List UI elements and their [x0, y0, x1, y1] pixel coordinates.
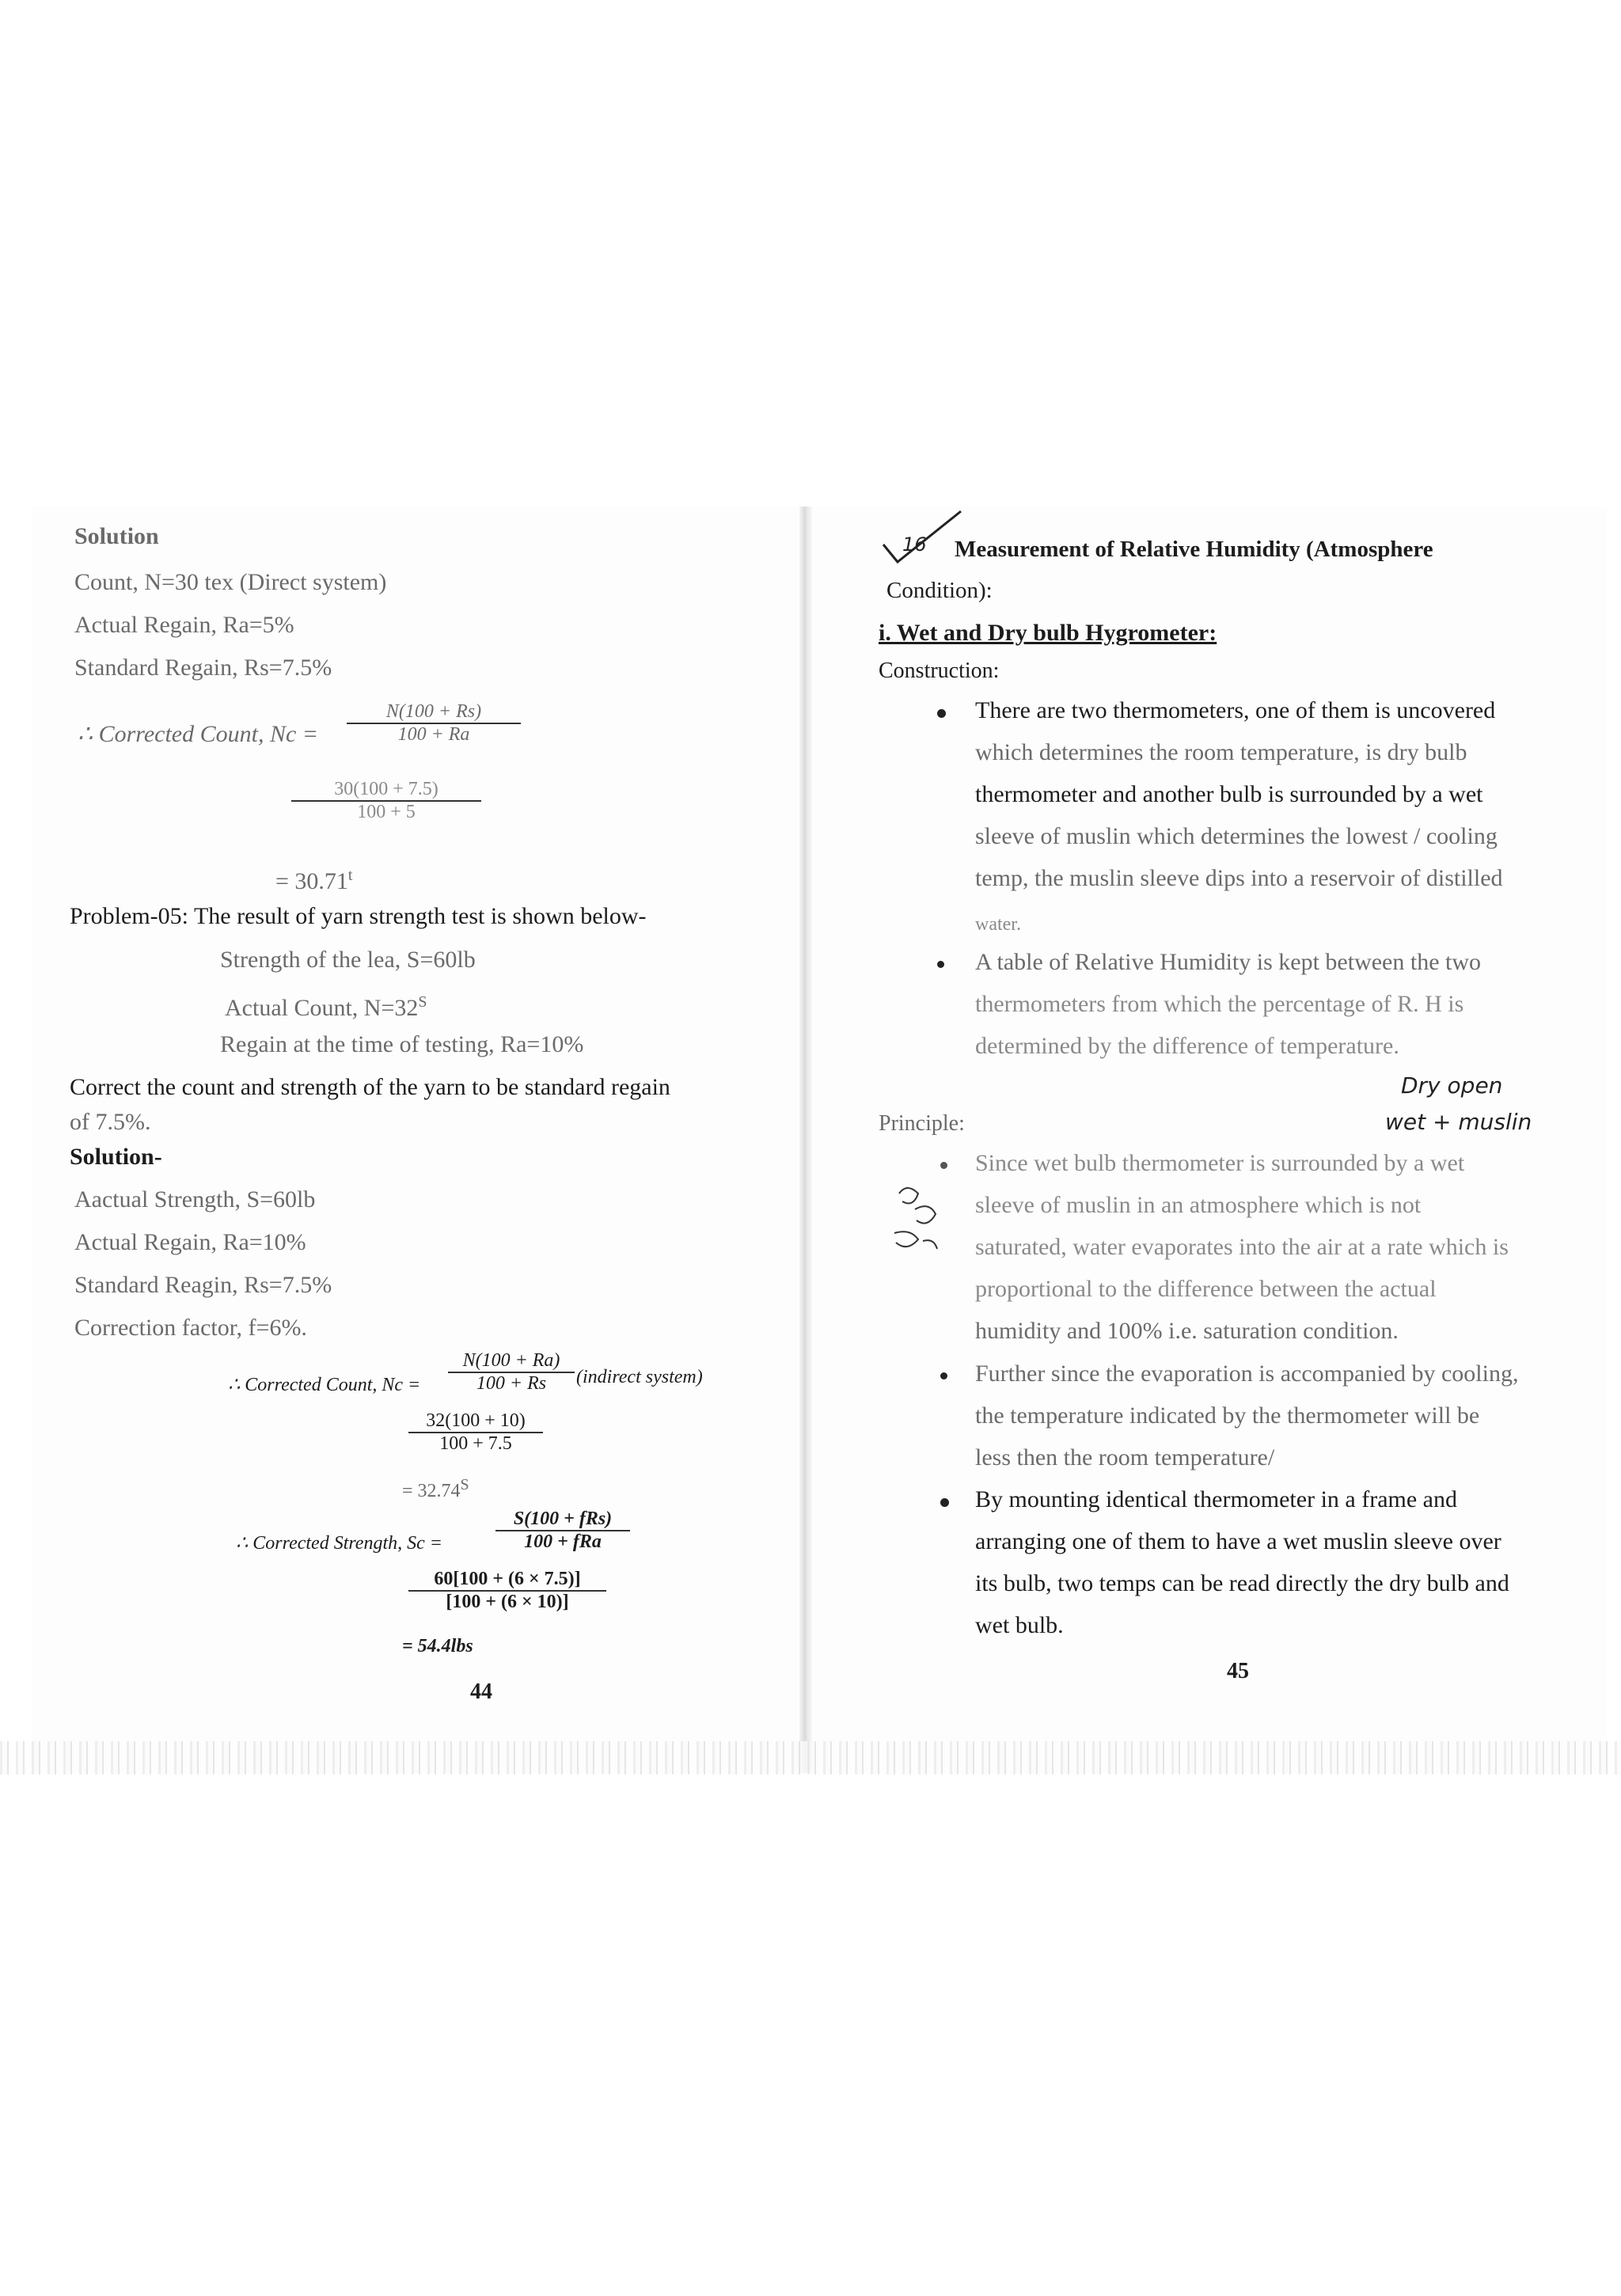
principle-2-line-3: less then the room temperature/: [975, 1444, 1275, 1471]
cc-result: [402, 1471, 469, 1505]
fraction-numerator: 32(100 + 10): [408, 1410, 543, 1433]
construction-1-line-6: water.: [975, 914, 1021, 935]
principle-3-line-2: arranging one of them to have a wet muslin sleeve over: [975, 1528, 1501, 1554]
count-result-value: = 30.71: [275, 868, 348, 894]
bullet-icon: [937, 709, 946, 718]
fraction-numerator: N(100 + Rs): [347, 701, 521, 724]
correction-factor-line: Correction factor, f=6%.: [74, 1315, 307, 1341]
fraction-denominator: 100 + fRa: [524, 1531, 602, 1552]
solution-2-heading: Solution-: [70, 1144, 162, 1170]
handwritten-note-2: wet + muslin: [1385, 1109, 1532, 1135]
fraction-denominator: 100 + 7.5: [439, 1433, 512, 1454]
principle-heading: Principle:: [879, 1111, 965, 1136]
solution-heading: Solution: [74, 523, 159, 549]
construction-1-line-3: thermometer and another bulb is surrounded by a wet: [975, 781, 1483, 807]
fraction-count-2: [291, 779, 481, 823]
fraction-denominator: 100 + Ra: [397, 724, 470, 745]
problem-05-line: Problem-05: The result of yarn strength test is shown below-: [70, 903, 647, 929]
subsection-heading: i. Wet and Dry bulb Hygrometer:: [879, 620, 1217, 646]
construction-2-line-3: determined by the difference of temperature.: [975, 1033, 1399, 1059]
construction-heading: Construction:: [879, 658, 1000, 683]
fraction-numerator: 30(100 + 7.5): [291, 779, 481, 802]
corrected-strength-label: ∴ Corrected Strength, Sc =: [236, 1533, 442, 1554]
principle-3-line-1: By mounting identical thermometer in a frame and: [975, 1486, 1457, 1512]
correct-instruction-line-1: Correct the count and strength of the yarn to be standard regain: [70, 1074, 670, 1100]
construction-2-line-2: thermometers from which the percentage of R. H is: [975, 991, 1464, 1017]
cc-result-value: = 32.74: [402, 1481, 461, 1501]
fraction-cc-2: [408, 1410, 543, 1455]
standard-regain-line: Standard Regain, Rs=7.5%: [74, 655, 332, 681]
fraction-numerator: S(100 + fRs): [495, 1509, 630, 1531]
actual-regain-2-line: Actual Regain, Ra=10%: [74, 1229, 306, 1255]
page-number-44: 44: [470, 1679, 492, 1704]
scan-edge: [0, 1741, 1621, 1774]
principle-1-line-1: Since wet bulb thermometer is surrounded by a wet: [975, 1150, 1465, 1176]
count-result: [275, 861, 352, 896]
handwritten-scribble-icon: [883, 1178, 955, 1265]
principle-1-line-5: humidity and 100% i.e. saturation condition.: [975, 1318, 1399, 1344]
aactual-strength-line: Aactual Strength, S=60lb: [74, 1186, 316, 1213]
fraction-denominator: [100 + (6 × 10)]: [446, 1592, 569, 1612]
cc-result-unit: S: [460, 1476, 469, 1493]
construction-1-line-2: which determines the room temperature, is dry bulb: [975, 739, 1467, 765]
count-line: Count, N=30 tex (Direct system): [74, 569, 387, 595]
fraction-count-1: [347, 701, 521, 746]
construction-2-line-1: A table of Relative Humidity is kept between the two: [975, 949, 1482, 975]
construction-1-line-4: sleeve of muslin which determines the lowest / cooling: [975, 823, 1498, 849]
section-heading-line-1: Measurement of Relative Humidity (Atmosphere: [955, 537, 1433, 562]
section-number: 16: [902, 533, 927, 556]
actual-count-value: Actual Count, N=32: [225, 995, 419, 1021]
cs-result: = 54.4lbs: [402, 1636, 473, 1657]
construction-1-line-1: There are two thermometers, one of them is uncovered: [975, 697, 1496, 723]
count-result-unit: t: [347, 867, 353, 884]
principle-3-line-3: its bulb, two temps can be read directly the dry bulb and: [975, 1570, 1509, 1596]
fraction-numerator: N(100 + Ra): [448, 1350, 575, 1373]
bullet-icon: [940, 1162, 947, 1169]
fraction-denominator: 100 + 5: [357, 802, 416, 822]
corrected-count-2-label: ∴ Corrected Count, Nc =: [228, 1375, 421, 1395]
bullet-icon: [937, 961, 944, 968]
fraction-cs-2: [408, 1569, 606, 1613]
indirect-system-note: (indirect system): [576, 1367, 703, 1387]
tick-mark-icon: [879, 507, 966, 570]
actual-regain-line: Actual Regain, Ra=5%: [74, 612, 294, 638]
correct-instruction-line-2: of 7.5%.: [70, 1109, 151, 1135]
bullet-icon: [940, 1498, 949, 1507]
bullet-icon: [940, 1372, 947, 1379]
principle-2-line-1: Further since the evaporation is accompanied by cooling,: [975, 1361, 1519, 1387]
regain-testing-line: Regain at the time of testing, Ra=10%: [220, 1031, 584, 1057]
fraction-denominator: 100 + Rs: [476, 1373, 547, 1394]
page-number-45: 45: [1227, 1659, 1249, 1683]
principle-1-line-3: saturated, water evaporates into the air at a rate which is: [975, 1234, 1509, 1260]
fraction-numerator: 60[100 + (6 × 7.5)]: [408, 1569, 606, 1592]
strength-lea-line: Strength of the lea, S=60lb: [220, 947, 476, 973]
actual-count-unit: S: [418, 993, 427, 1011]
principle-1-line-4: proportional to the difference between the actual: [975, 1276, 1437, 1302]
standard-reagin-line: Standard Reagin, Rs=7.5%: [74, 1272, 332, 1298]
actual-count-line: [225, 988, 427, 1023]
handwritten-note-1: Dry open: [1401, 1072, 1503, 1099]
principle-2-line-2: the temperature indicated by the thermometer will be: [975, 1402, 1480, 1429]
book-gutter: [799, 507, 812, 1773]
fraction-cc-1: [448, 1350, 575, 1395]
principle-1-line-2: sleeve of muslin in an atmosphere which is not: [975, 1192, 1422, 1218]
fraction-cs-1: [495, 1509, 630, 1553]
corrected-count-label: ∴ Corrected Count, Nc =: [78, 721, 319, 747]
section-heading-line-2: Condition):: [886, 578, 993, 603]
principle-3-line-4: wet bulb.: [975, 1612, 1064, 1638]
construction-1-line-5: temp, the muslin sleeve dips into a reservoir of distilled: [975, 865, 1503, 891]
